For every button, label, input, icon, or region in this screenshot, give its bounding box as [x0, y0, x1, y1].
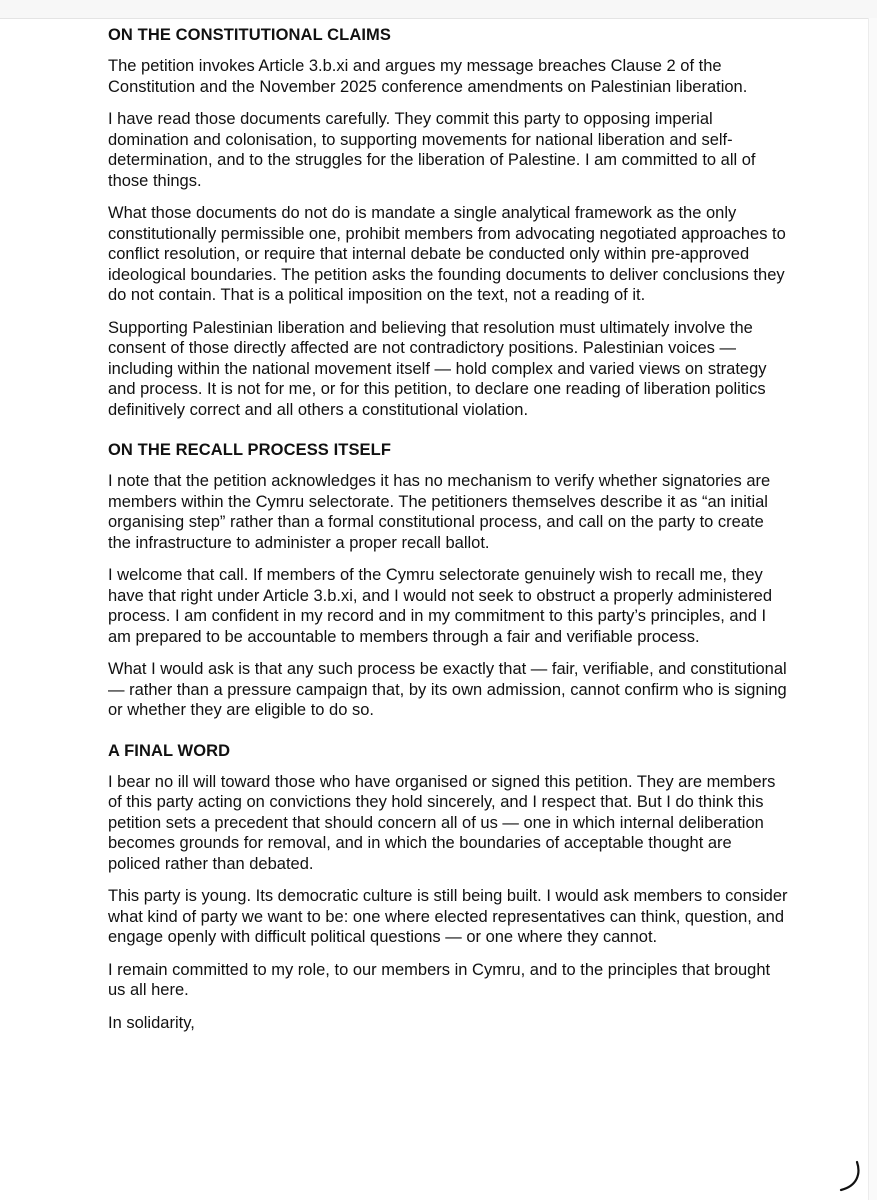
viewer-right-edge: [868, 18, 877, 1200]
paragraph: Supporting Palestinian liberation and believing that resolution must ultimately involve the consent of those directly affected are not contradictory positions. Palestinian voices — including within the national movement itself — hold complex and varied views on strategy and process. It is not for me, or for this petition, to declare one reading of liberation politics definitively correct and all others a constitutional violation.: [108, 318, 767, 419]
section-spacer: [108, 432, 788, 440]
viewer-top-bar: [0, 0, 877, 19]
paragraph: The petition invokes Article 3.b.xi and argues my message breaches Clause 2 of the Constitution and the November 2025 conference amendments on Palestinian liberation.: [108, 57, 748, 96]
paragraph: I bear no ill will toward those who have organised or signed this petition. They are members of this party acting on convictions they hold sincerely, and I respect that. But I do think this petition sets a precedent that should concern all of us — one in which internal deliberation becomes grounds for removal, and in which the boundaries of acceptable thought are policed rather than debated.: [108, 772, 776, 873]
sign-off: In solidarity,: [108, 1013, 195, 1032]
paragraph: This party is young. Its democratic culture is still being built. I would ask members to consider what kind of party we want to be: one where elected representatives can think, question, and engage openly with difficult political questions — or one where they cannot.: [108, 887, 788, 946]
section-heading: ON THE RECALL PROCESS ITSELF: [108, 441, 392, 459]
section-heading: A FINAL WORD: [108, 741, 231, 760]
paragraph: I welcome that call. If members of the Cymru selectorate genuinely wish to recall me, they have that right under Article 3.b.xi, and I would not seek to obstruct a properly administered process. I am confident in my record and in my commitment to this party’s principles, and I am prepared to be accountable to members through a fair and verifiable process.: [108, 566, 773, 646]
paragraph: I remain committed to my role, to our members in Cymru, and to the principles that brought us all here.: [108, 960, 771, 999]
paragraph: What those documents do not do is mandate a single analytical framework as the only constitutionally permissible one, prohibit members from advocating negotiated approaches to conflict resolution, or require that internal debate be conducted only within pre-approved ideological boundaries. The petition asks the founding documents to deliver conclusions they do not contain. That is a political imposition on the text, not a reading of it.: [108, 204, 786, 304]
paragraph: I note that the petition acknowledges it has no mechanism to verify whether signatories are members within the Cymru selectorate. The petitioners themselves describe it as “an initial organising step” rather than a formal constitutional process, and call on the party to create the infrastructure to administer a proper recall ballot.: [108, 472, 771, 552]
section-final-word: [108, 741, 788, 1034]
section-spacer: [108, 733, 788, 741]
page-curl-icon: [839, 1160, 861, 1192]
section-recall-process: [108, 440, 788, 721]
section-constitutional-claims: [108, 25, 788, 420]
paragraph: What I would ask is that any such process be exactly that — fair, verifiable, and constitutional — rather than a pressure campaign that, by its own admission, cannot confirm who is signing or whether they are eligible to do so.: [108, 660, 787, 719]
section-heading: ON THE CONSTITUTIONAL CLAIMS: [108, 26, 391, 44]
document-body: [108, 25, 788, 1045]
paragraph: I have read those documents carefully. They commit this party to opposing imperial domination and colonisation, to supporting movements for national liberation and self-determination, and to the struggles for the liberation of Palestine. I am committed to all of those things.: [108, 110, 756, 190]
